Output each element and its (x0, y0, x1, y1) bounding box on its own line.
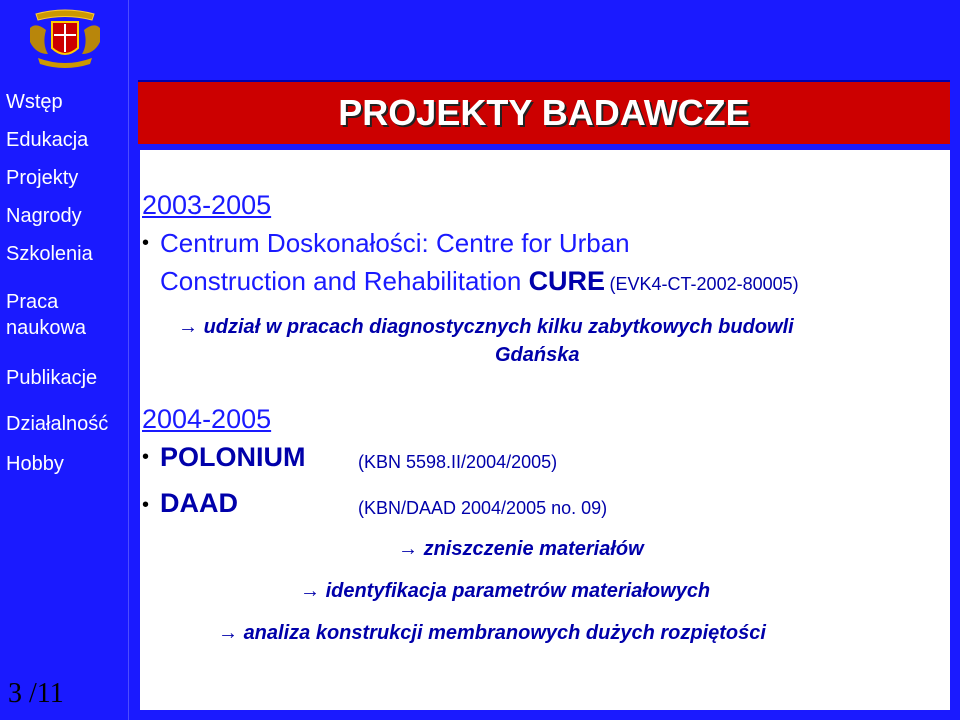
cure-code: (EVK4-CT-2002-80005) (609, 274, 799, 294)
sidebar-item-naukowa[interactable]: naukowa (6, 317, 87, 339)
cure-sub-text: udział w pracach diagnostycznych kilku zabytkowych budowli (203, 316, 794, 338)
cure-sub-line2: Gdańska (495, 344, 580, 366)
sidebar-item-publikacje[interactable]: Publikacje (6, 367, 98, 389)
polonium-code: (KBN 5598.II/2004/2005) (358, 452, 558, 472)
daad-sub-line2 (300, 580, 710, 603)
sidebar-item-projekty[interactable]: Projekty (6, 167, 79, 189)
sidebar-item-nagrody[interactable]: Nagrody (6, 205, 82, 227)
content-area (140, 150, 950, 710)
daad-sub-text3: analiza konstrukcji membranowych dużych rozpiętości (243, 622, 766, 644)
daad-code: (KBN/DAAD 2004/2005 no. 09) (358, 498, 608, 518)
bullet-dot: • (142, 446, 150, 468)
cure-line2 (160, 266, 799, 297)
page-counter (8, 678, 64, 710)
sidebar (0, 0, 129, 720)
daad-sub-line1 (398, 538, 644, 561)
cure-acronym: CURE (528, 266, 606, 296)
cure-sub-line1 (178, 316, 794, 339)
arrow-icon: → (398, 538, 418, 560)
sidebar-item-edukacja[interactable]: Edukacja (6, 129, 89, 151)
page-total: /11 (29, 678, 64, 709)
daad-sub-text2: identyfikacja parametrów materiałowych (325, 580, 711, 602)
university-crest-icon (22, 8, 108, 70)
polonium-label: POLONIUM (160, 442, 306, 472)
year-2004-2005: 2004-2005 (142, 404, 272, 434)
cure-line1: Centrum Doskonałości: Centre for Urban (160, 228, 630, 258)
year-2003-2005: 2003-2005 (142, 190, 272, 220)
sidebar-item-praca[interactable]: Praca (6, 291, 59, 313)
sidebar-item-szkolenia[interactable]: Szkolenia (6, 243, 93, 265)
page-current: 3 (8, 678, 22, 709)
cure-line2-text: Construction and Rehabilitation (160, 266, 529, 296)
daad-sub-line3 (218, 622, 766, 645)
arrow-icon: → (300, 580, 320, 602)
arrow-icon: → (218, 622, 238, 644)
sidebar-item-wstep[interactable]: Wstęp (6, 91, 63, 113)
daad-sub-text1: zniszczenie materiałów (423, 538, 644, 560)
arrow-icon: → (178, 316, 198, 338)
daad-label: DAAD (160, 488, 238, 518)
sidebar-item-hobby[interactable]: Hobby (6, 453, 64, 475)
bullet-dot: • (142, 232, 150, 254)
sidebar-item-dzialalnosc[interactable]: Działalność (6, 413, 109, 435)
page-title: PROJEKTY BADAWCZE (338, 92, 750, 133)
title-bar (138, 80, 950, 144)
bullet-dot: • (142, 494, 150, 516)
